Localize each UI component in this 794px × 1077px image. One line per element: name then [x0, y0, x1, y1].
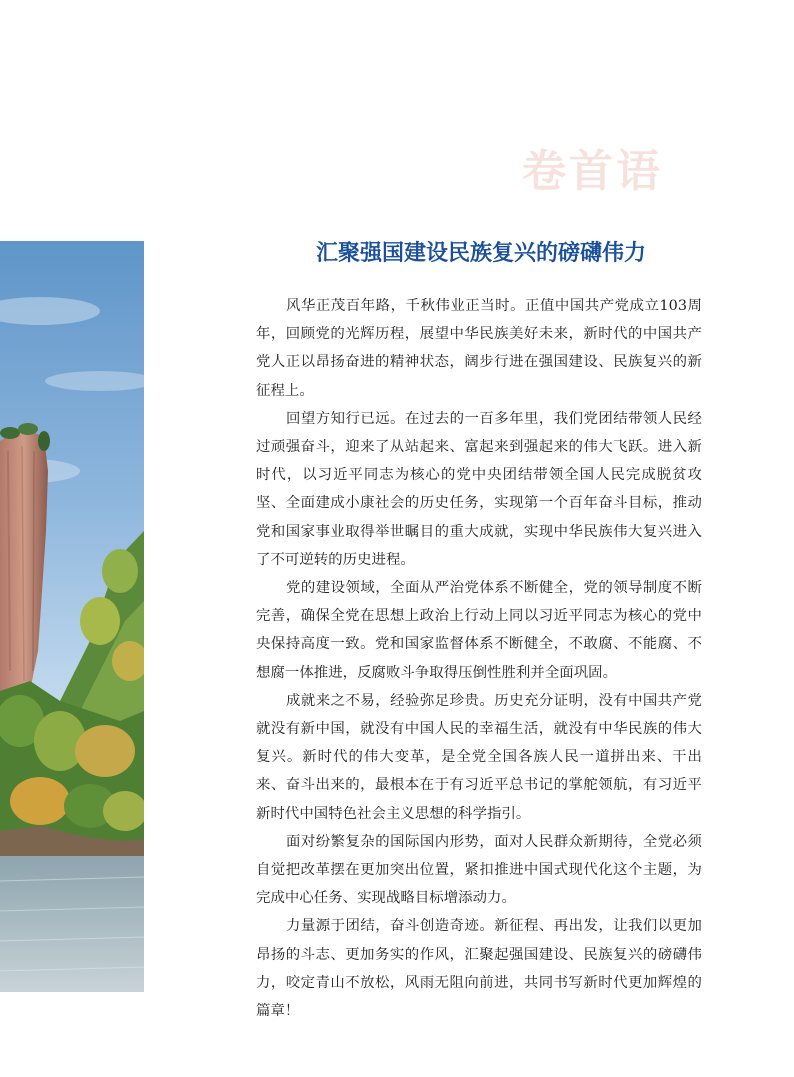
article-paragraph: 回望方知行已远。在过去的一百多年里，我们党团结带领人民经过顽强奋斗，迎来了从站起来、富起来到强起来的伟大飞跃。进入新时代，以习近平同志为核心的党中央团结带领全国人民完成脱贫攻坚、全面建成小康社会的历史任务，实现第一个百年奋斗目标，推动党和国家事业取得举世瞩目的重大成就，实现中华民族伟大复兴进入了不可逆转的历史进程。	[256, 410, 702, 568]
landscape-photo	[0, 241, 144, 992]
article-paragraph: 党的建设领域，全面从严治党体系不断健全，党的领导制度不断完善，确保全党在思想上政治上行动上同以习近平同志为核心的党中央保持高度一致。党和国家监督体系不断健全，不敢腐、不能腐、不想腐一体推进，反腐败斗争取得压倒性胜利并全面巩固。	[256, 580, 702, 681]
article-title: 汇聚强国建设民族复兴的磅礴伟力	[316, 241, 647, 266]
article-paragraph: 成就来之不易，经验弥足珍贵。历史充分证明，没有中国共产党就没有新中国，就没有中国人民的幸福生活，就没有中华民族的伟大复兴。新时代的伟大变革，是全党全国各族人民一道拼出来、干出来、奋斗出来的，最根本在于有习近平总书记的掌舵领航，有习近平新时代中国特色社会主义思想的科学指引。	[256, 692, 702, 822]
article-body	[256, 292, 702, 1025]
section-label-watermark: 卷首语	[522, 146, 663, 197]
rock-cliff-river-illustration	[0, 241, 144, 992]
article-paragraph: 力量源于团结，奋斗创造奇迹。新征程、再出发，让我们以更加昂扬的斗志、更加务实的作风，汇聚起强国建设、民族复兴的磅礴伟力，咬定青山不放松，风雨无阻向前进，共同书写新时代更加辉煌的篇章！	[256, 918, 702, 1020]
article-paragraph: 面对纷繁复杂的国际国内形势，面对人民群众新期待，全党必须自觉把改革摆在更加突出位置，紧扣推进中国式现代化这个主题，为完成中心任务、实现战略目标增添动力。	[256, 833, 702, 907]
article-paragraph: 风华正茂百年路，千秋伟业正当时。正值中国共产党成立103周年，回顾党的光辉历程，展望中华民族美好未来，新时代的中国共产党人正以昂扬奋进的精神状态，阔步行进在强国建设、民族复兴的新征程上。	[256, 298, 702, 399]
